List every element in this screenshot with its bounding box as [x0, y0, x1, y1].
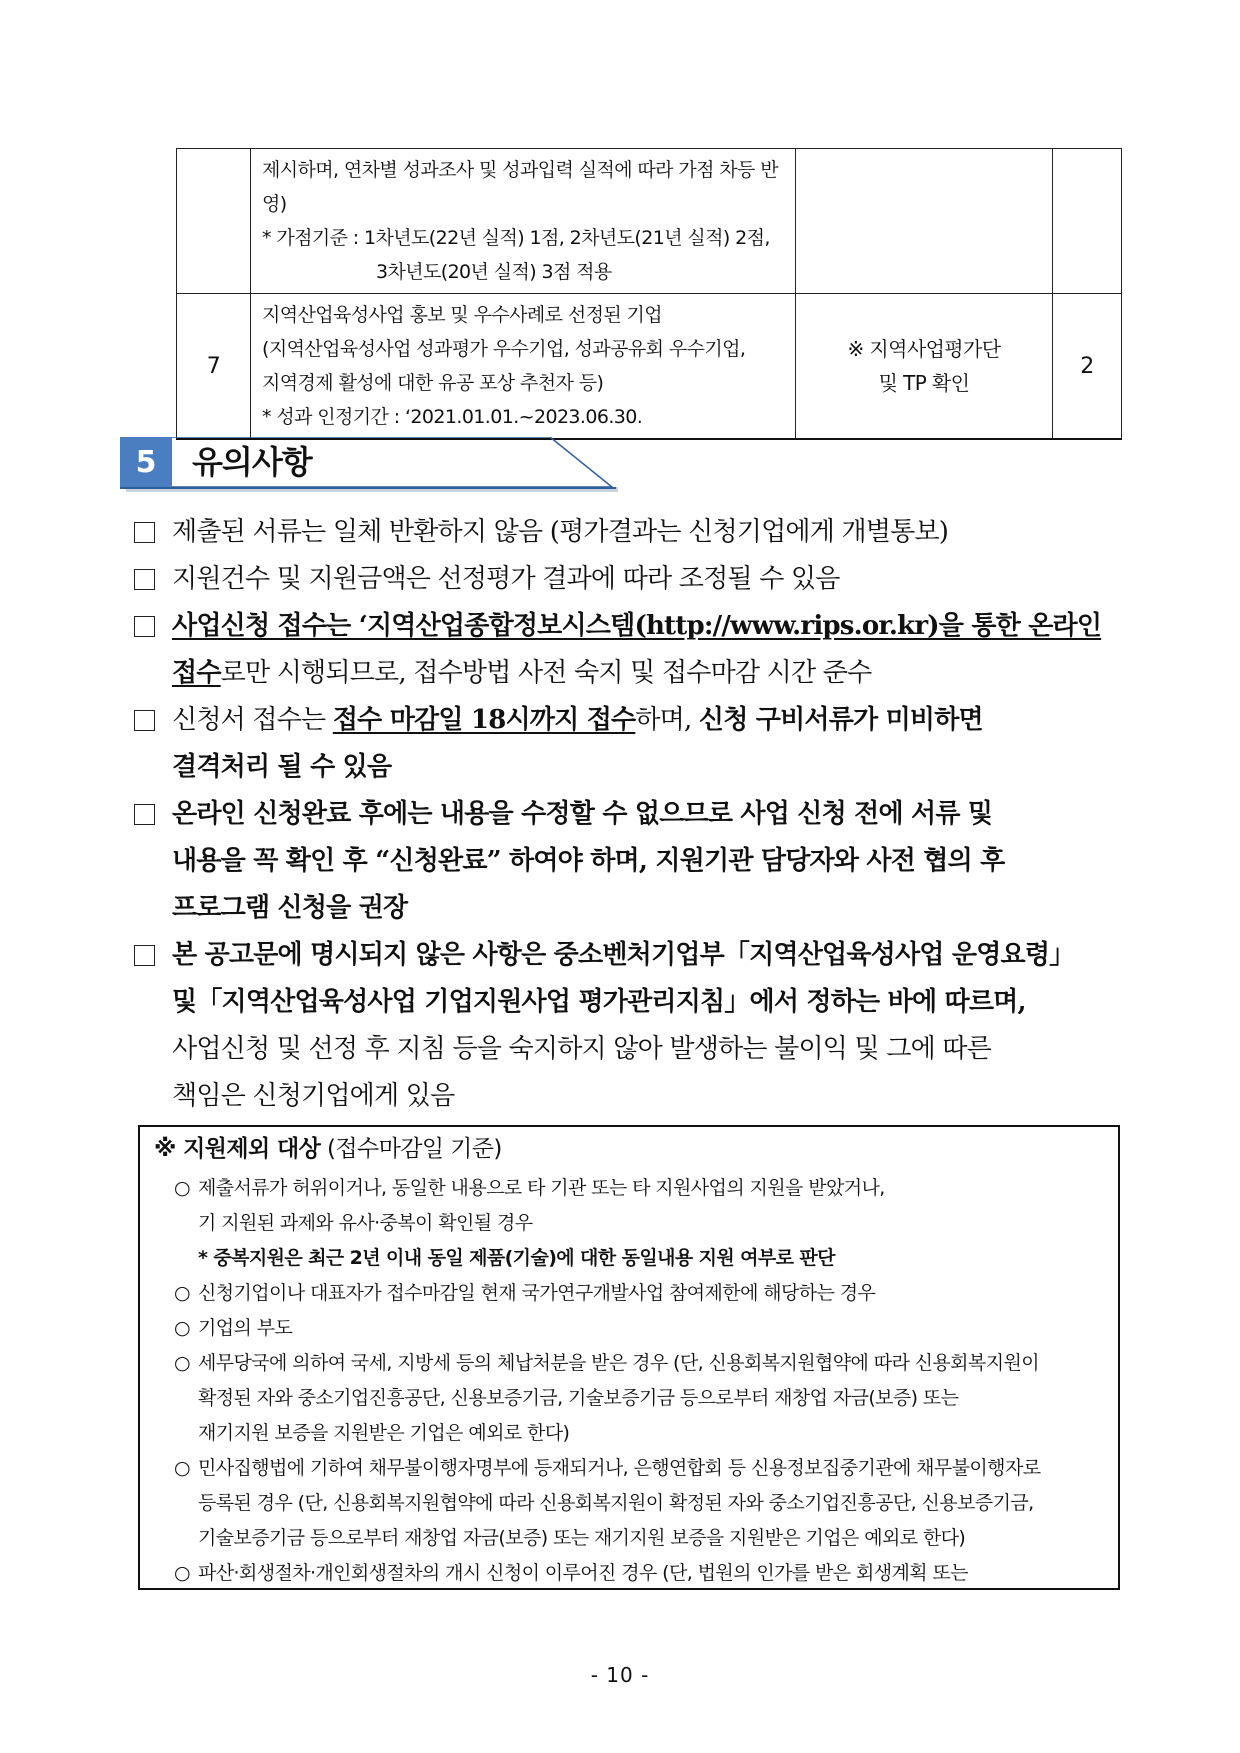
notice-text: 하며, [635, 705, 699, 735]
checkbox-square-icon [134, 522, 155, 543]
exclusion-box [138, 1125, 1120, 1590]
exclusion-item [174, 1346, 1104, 1381]
desc-line: 지역산업육성사업 홍보 및 우수사례로 선정된 기업 [262, 304, 663, 326]
note-line: 및 TP 확인 [878, 371, 970, 395]
checkbox-square-icon [134, 804, 155, 825]
row-number-cell [177, 149, 251, 294]
exclusion-title-bold: ※ 지원제외 대상 [154, 1136, 321, 1162]
notice-text-emphasis: 접수 마감일 18시까지 접수 [332, 705, 636, 735]
notice-item [134, 509, 1124, 556]
exclusion-text: 파산·회생절차·개인회생절차의 개시 신청이 이루어진 경우 (단, 법원의 인가를 받은 회생계획 또는 [198, 1562, 968, 1584]
notice-text: 책임은 신청기업에게 있음 [172, 1081, 455, 1111]
desc-line: * 성과 인정기간 : ‘2021.01.01.~2023.06.30. [262, 406, 643, 428]
notice-text-emphasis: 사업신청 접수는 ‘지역산업종합정보시스템(http://www.rips.or.kr)을 통한 온라인 [172, 611, 1102, 641]
notice-item [134, 932, 1124, 1120]
exclusion-text: 재기지원 보증을 지원받은 기업은 예외로 한다) [198, 1422, 570, 1444]
section-title: 유의사항 [192, 443, 312, 481]
exclusion-item [174, 1556, 1104, 1590]
checkbox-square-icon [134, 616, 155, 637]
desc-line: (지역산업육성사업 성과평가 우수기업, 성과공유회 우수기업, [262, 338, 746, 360]
checkbox-square-icon [134, 569, 155, 590]
exclusion-item [174, 1451, 1104, 1486]
notice-item [134, 791, 1124, 932]
exclusion-text: 등록된 경우 (단, 신용회복지원협약에 따라 신용회복지원이 확정된 자와 중소기업진흥공단, 신용보증기금, [198, 1492, 1034, 1514]
notice-item [134, 603, 1124, 697]
exclusion-text: 기술보증기금 등으로부터 재창업 자금(보증) 또는 재기지원 보증을 지원받은 기업은 예외로 한다) [198, 1527, 966, 1549]
note-line: ※ 지역사업평가단 [847, 337, 1001, 361]
notice-text-bold: 본 공고문에 명시되지 않은 사항은 중소벤처기업부「지역산업육성사업 운영요령」 [172, 940, 1075, 970]
notice-text: 사업신청 및 선정 후 지침 등을 숙지하지 않아 발생하는 불이익 및 그에 따른 [172, 1034, 992, 1064]
description-cell [251, 294, 796, 440]
section-number: 5 [135, 445, 157, 480]
notice-item [134, 697, 1124, 791]
section-header [120, 437, 618, 493]
circle-bullet-icon: ○ [174, 1352, 190, 1374]
circle-bullet-icon: ○ [174, 1457, 190, 1479]
exclusion-text: 세무당국에 의하여 국세, 지방세 등의 체납처분을 받은 경우 (단, 신용회복지원협약에 따라 신용회복지원이 [198, 1352, 1039, 1374]
exclusion-footnote: * 중복지원은 최근 2년 이내 동일 제품(기술)에 대한 동일내용 지원 여부로 판단 [198, 1247, 835, 1269]
score-cell: 2 [1053, 294, 1122, 440]
circle-bullet-icon: ○ [174, 1562, 190, 1584]
notice-text-emphasis: 접수 [172, 658, 221, 688]
notice-text: 제출된 서류는 일체 반환하지 않음 (평가결과는 신청기업에게 개별통보) [172, 517, 949, 547]
exclusion-list [174, 1171, 1104, 1590]
notice-text-bold: 신청 구비서류가 미비하면 [698, 705, 983, 735]
exclusion-text: 신청기업이나 대표자가 접수마감일 현재 국가연구개발사업 참여제한에 해당하는 경우 [198, 1282, 876, 1304]
exclusion-text: 제출서류가 허위이거나, 동일한 내용으로 타 기관 또는 타 지원사업의 지원을 받았거나, [198, 1177, 885, 1199]
notice-text: 로만 시행되므로, 접수방법 사전 숙지 및 접수마감 시간 준수 [220, 658, 872, 688]
exclusion-text: 기 지원된 과제와 유사·중복이 확인될 경우 [198, 1212, 533, 1234]
notice-text: 신청서 접수는 [172, 705, 333, 735]
circle-bullet-icon: ○ [174, 1282, 190, 1304]
exclusion-item [174, 1311, 1104, 1346]
circle-bullet-icon: ○ [174, 1177, 190, 1199]
note-cell [796, 294, 1053, 440]
notice-text: 지원건수 및 지원금액은 선정평가 결과에 따라 조정될 수 있음 [172, 564, 840, 594]
desc-line: 지역경제 활성에 대한 유공 포상 추천자 등) [262, 372, 604, 394]
description-cell [251, 149, 796, 294]
checkbox-square-icon [134, 945, 155, 966]
score-cell [1053, 149, 1122, 294]
notice-list [134, 509, 1124, 1120]
table-row [177, 149, 1122, 294]
notice-text-bold: 온라인 신청완료 후에는 내용을 수정할 수 없으므로 사업 신청 전에 서류 및 [172, 799, 993, 829]
desc-line: * 가점기준 : 1차년도(22년 실적) 1점, 2차년도(21년 실적) 2점, [262, 227, 770, 249]
exclusion-title-note: (접수마감일 기준) [320, 1136, 502, 1162]
row-number-cell: 7 [177, 294, 251, 440]
circle-bullet-icon: ○ [174, 1317, 190, 1339]
exclusion-item [174, 1276, 1104, 1311]
criteria-table [176, 148, 1122, 440]
notice-text-bold: 결격처리 될 수 있음 [172, 752, 392, 782]
notice-text-bold: 프로그램 신청을 권장 [172, 893, 408, 923]
exclusion-text: 민사집행법에 기하여 채무불이행자명부에 등재되거나, 은행연합회 등 신용정보집중기관에 채무불이행자로 [198, 1457, 1041, 1479]
exclusion-title [154, 1131, 502, 1167]
checkbox-square-icon [134, 710, 155, 731]
table-row [177, 294, 1122, 440]
note-cell [796, 149, 1053, 294]
notice-item [134, 556, 1124, 603]
page-number: - 10 - [590, 1663, 650, 1687]
notice-text-bold: 및「지역산업육성사업 기업지원사업 평가관리지침」에서 정하는 바에 따르며, [172, 987, 1026, 1017]
exclusion-text: 기업의 부도 [198, 1317, 293, 1339]
exclusion-text: 확정된 자와 중소기업진흥공단, 신용보증기금, 기술보증기금 등으로부터 재창업 자금(보증) 또는 [198, 1387, 959, 1409]
exclusion-item [174, 1171, 1104, 1206]
desc-line: 제시하며, 연차별 성과조사 및 성과입력 실적에 따라 가점 차등 반영) [262, 159, 779, 215]
desc-line: 3차년도(20년 실적) 3점 적용 [376, 261, 612, 283]
notice-text-bold: 내용을 꼭 확인 후 “신청완료” 하여야 하며, 지원기관 담당자와 사전 협의 후 [172, 846, 1005, 876]
